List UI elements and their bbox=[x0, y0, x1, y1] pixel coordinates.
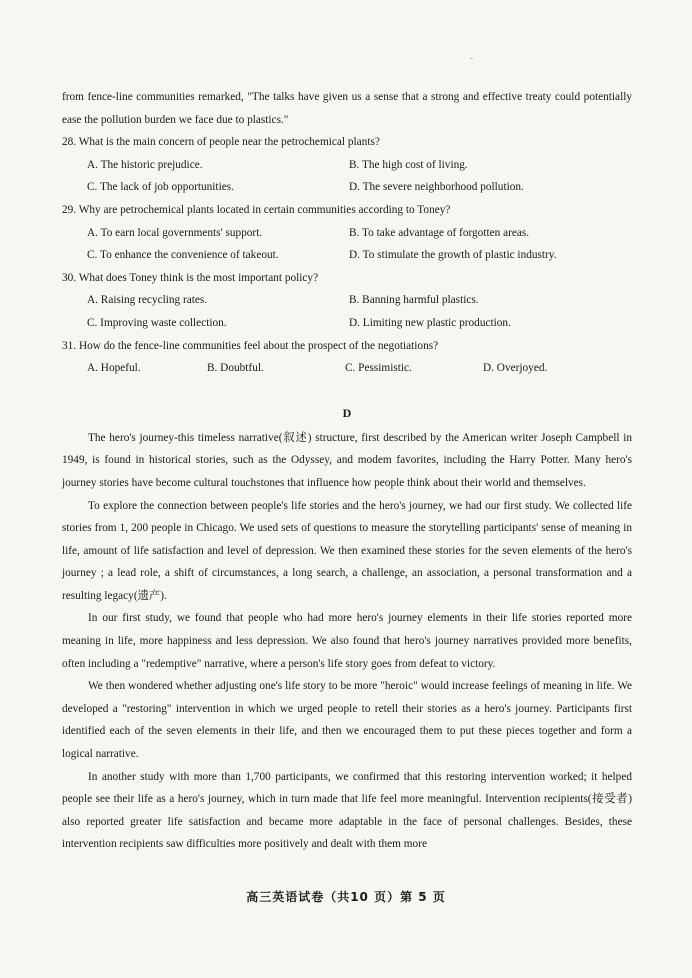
passage-paragraph-4: We then wondered whether adjusting one's life story to be more "heroic" would increase feelings of meaning in life. We developed a "restoring" intervention in which we urged people to retell their stories as a hero's journey. Participants first identified each of the seven elements in their life, and then we encouraged them to put these pieces together and form a logical narrative. bbox=[62, 680, 632, 761]
question-31 bbox=[62, 335, 632, 380]
option-c: C. Pessimistic. bbox=[345, 362, 412, 375]
option-d: D. To stimulate the growth of plastic industry. bbox=[349, 249, 557, 262]
option-b: B. Doubtful. bbox=[207, 362, 264, 375]
option-a: A. Hopeful. bbox=[87, 362, 141, 375]
passage-paragraph-2: To explore the connection between people's life stories and the hero's journey, we had our first study. We collected life stories from 1, 200 people in Chicago. We used sets of questions to measure the storytelling participants' sense of meaning in life, amount of life satisfaction and level of depression. We then examined these stories for the seven elements of the hero's journey ; a lead role, a shift of circumstances, a long search, a challenge, an association, a personal transformation and a resulting legacy(遗产). bbox=[62, 499, 632, 602]
question-29 bbox=[62, 199, 632, 267]
question-stem: 31. How do the fence-line communities feel about the prospect of the negotiations? bbox=[62, 339, 439, 352]
option-row bbox=[62, 154, 632, 177]
option-b: B. Banning harmful plastics. bbox=[349, 294, 479, 307]
passage-paragraph-1: The hero's journey-this timeless narrative(叙述) structure, first described by the American writer Joseph Campbell in 1949, is found in historical stories, such as the Odyssey, and modem favorites, including the Harry Potter. Many hero's journey stories have become cultural touchstones that influence how people think about their world and themselves. bbox=[62, 431, 632, 489]
option-row bbox=[62, 176, 632, 199]
option-b: B. The high cost of living. bbox=[349, 158, 468, 171]
option-c: C. Improving waste collection. bbox=[87, 316, 227, 329]
scan-speck bbox=[470, 58, 473, 59]
option-c: C. The lack of job opportunities. bbox=[87, 181, 234, 194]
option-b: B. To take advantage of forgotten areas. bbox=[349, 226, 530, 239]
option-row bbox=[62, 222, 632, 245]
option-d: D. Limiting new plastic production. bbox=[349, 316, 511, 329]
option-row bbox=[62, 312, 632, 335]
section-heading: D bbox=[342, 405, 352, 420]
question-stem: 28. What is the main concern of people near the petrochemical plants? bbox=[62, 136, 380, 149]
option-c: C. To enhance the convenience of takeout. bbox=[87, 249, 279, 262]
option-a: A. The historic prejudice. bbox=[87, 158, 203, 171]
option-row bbox=[62, 244, 632, 267]
option-d: D. The severe neighborhood pollution. bbox=[349, 181, 524, 194]
page-footer: 高三英语试卷（共10 页）第 5 页 bbox=[246, 890, 446, 904]
intro-paragraph: from fence-line communities remarked, "The talks have given us a sense that a strong and effective treaty could potentially ease the pollution burden we face due to plastics." bbox=[62, 91, 632, 126]
passage-paragraph-3: In our first study, we found that people who had more hero's journey elements in their life stories reported more meaning in life, more happiness and less depression. We also found that hero's journey narratives provided more benefits, often including a "redemptive" narrative, where a person's life story goes from defeat to victory. bbox=[62, 612, 632, 670]
question-30 bbox=[62, 267, 632, 335]
passage-paragraph-5: In another study with more than 1,700 participants, we confirmed that this restoring intervention worked; it helped people see their life as a hero's journey, which in turn made that life feel more meaningful. Intervention recipients(接受者) also reported greater life satisfaction and became more adaptable in the face of personal challenges. Besides, these intervention recipients saw difficulties more positively and dealt with them more bbox=[62, 770, 632, 851]
question-28 bbox=[62, 131, 632, 199]
option-a: A. Raising recycling rates. bbox=[87, 294, 208, 307]
question-stem: 29. Why are petrochemical plants located in certain communities according to Toney? bbox=[62, 203, 451, 216]
option-row bbox=[62, 289, 632, 312]
option-row bbox=[62, 357, 632, 380]
option-a: A. To earn local governments' support. bbox=[87, 226, 263, 239]
question-stem: 30. What does Toney think is the most important policy? bbox=[62, 271, 319, 284]
exam-page bbox=[62, 86, 632, 856]
option-d: D. Overjoyed. bbox=[483, 362, 548, 375]
